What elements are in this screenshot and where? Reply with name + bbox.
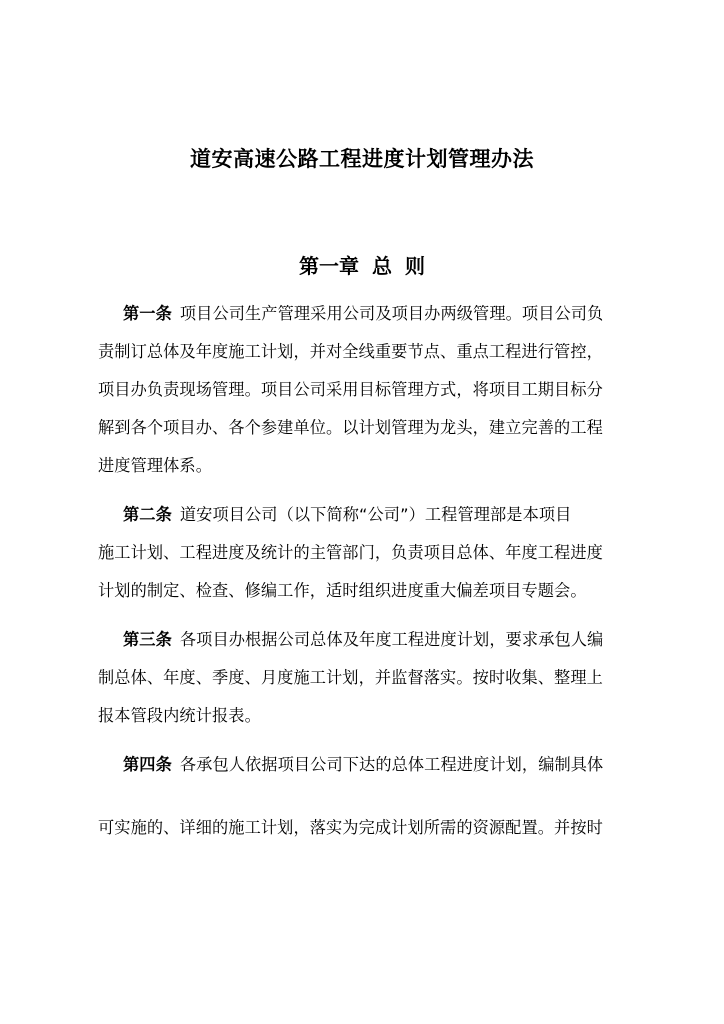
article-4-text-1: 各承包人依据项目公司下达的总体工程进度计划，编制具体 [179, 755, 604, 774]
article-3-line-2: 制总体、年度、季度、月度施工计划，并监督落实。按时收集、整理上 [98, 668, 603, 687]
article-3-line-1 [123, 626, 638, 650]
article-1-text-1: 项目公司生产管理采用公司及项目办两级管理。项目公司负 [179, 304, 604, 323]
article-2-line-2: 施工计划、工程进度及统计的主管部门，负责项目总体、年度工程进度 [98, 543, 603, 562]
article-2-line-1 [123, 501, 638, 525]
article-3-text-1: 各项目办根据公司总体及年度工程进度计划，要求承包人编 [179, 630, 604, 649]
article-1-line-4: 解到各个项目办、各个参建单位。以计划管理为龙头，建立完善的工程 [98, 418, 603, 437]
document-title: 道安高速公路工程进度计划管理办法 [190, 147, 534, 171]
article-4-line-1 [123, 751, 638, 775]
article-3-line-3: 报本管段内统计报表。 [98, 706, 261, 725]
chapter-heading: 第一章 总 则 [299, 254, 425, 278]
article-1-line-2: 责制订总体及年度施工计划，并对全线重要节点、重点工程进行管控， [98, 342, 603, 361]
article-1-line-1 [123, 300, 638, 324]
article-2-label: 第二条 [123, 505, 172, 524]
article-2-line-3: 计划的制定、检查、修编工作，适时组织进度重大偏差项目专题会。 [98, 581, 587, 600]
article-1-label: 第一条 [123, 304, 172, 323]
article-1-line-5: 进度管理体系。 [98, 456, 213, 475]
article-4-label: 第四条 [123, 755, 172, 774]
article-4-line-2: 可实施的、详细的施工计划，落实为完成计划所需的资源配置。并按时 [98, 818, 603, 837]
article-3-label: 第三条 [123, 630, 172, 649]
article-1-line-3: 项目办负责现场管理。项目公司采用目标管理方式，将项目工期目标分 [98, 380, 603, 399]
article-2-text-1: 道安项目公司（以下简称“公司”）工程管理部是本项目 [179, 505, 572, 524]
